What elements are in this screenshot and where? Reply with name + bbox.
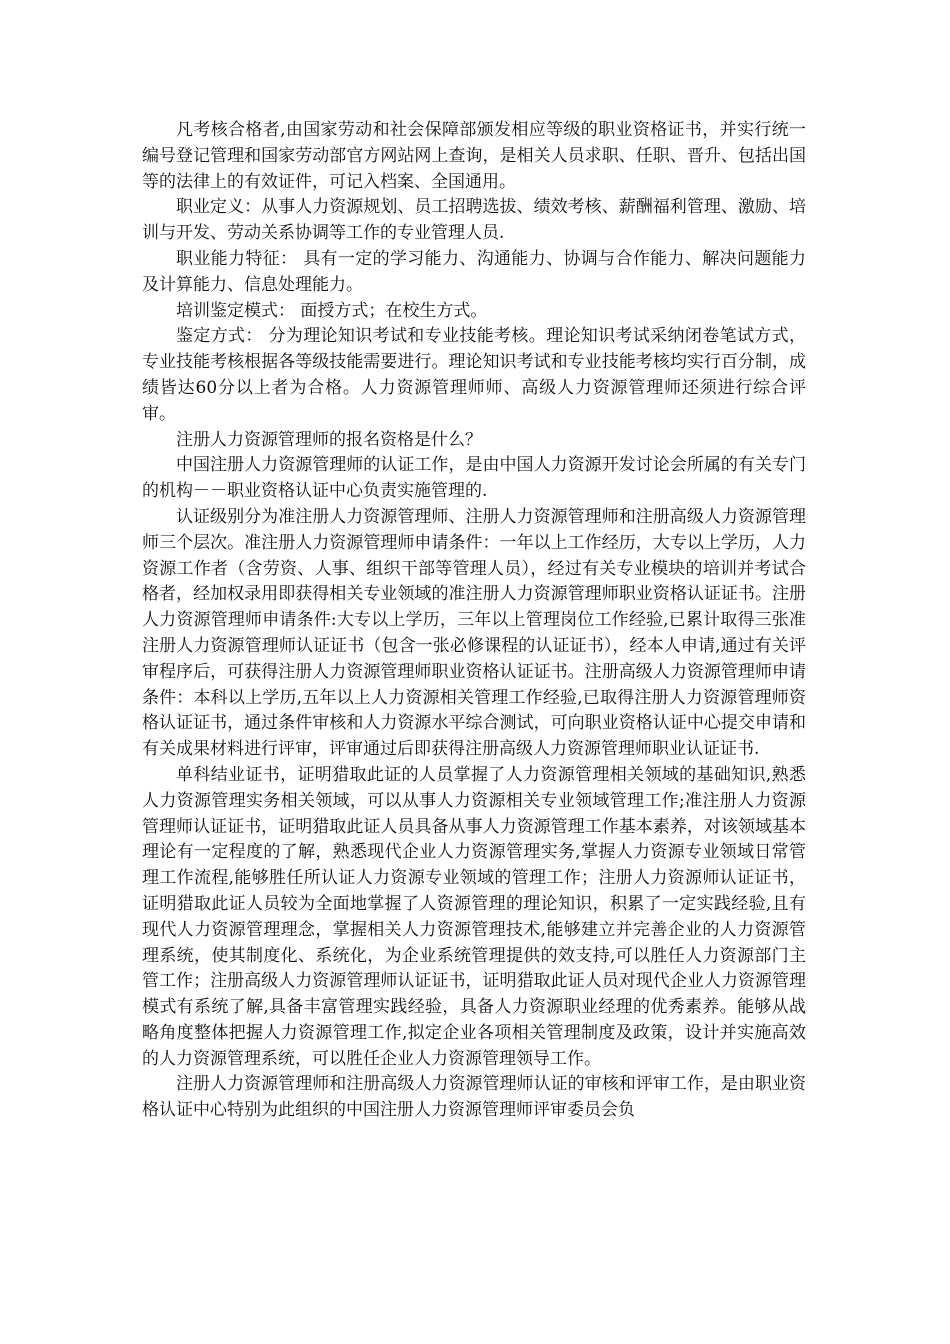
paragraph-exam-certificate: 凡考核合格者,由国家劳动和社会保障部颁发相应等级的职业资格证书，并实行统一编号登记管理和国家劳动部官方网站网上查询，是相关人员求职、任职、晋升、包括出国等的法律上的有效证件，可记入档案、全国通用。 [142,120,806,192]
paragraph-certification-body: 中国注册人力资源管理师的认证工作，是由中国人力资源开发讨论会所属的有关专门的机构－－职业资格认证中心负责实施管理的. [142,455,806,502]
document-body [142,118,806,1124]
paragraph-training-mode: 培训鉴定模式： 面授方式；在校生方式。 [176,300,488,321]
paragraph-certification-levels: 认证级别分为准注册人力资源管理师、注册人力资源管理师和注册高级人力资源管理师三个层次。准注册人力资源管理师申请条件：一年以上工作经历，大专以上学历，人力资源工作者（含劳资、人事、组织干部等管理人员），经过有关专业模块的培训并考试合格者，经加权录用即获得相关专业领域的准注册人力资源管理师职业资格认证证书。注册人力资源管理师申请条件:大专以上学历，三年以上管理岗位工作经验,已累计取得三张准注册人力资源管理师认证证书（包含一张必修课程的认证证书），经本人申请,通过有关评审程序后，可获得注册人力资源管理师职业资格认证证书。注册高级人力资源管理师申请条件：本科以上学历,五年以上人力资源相关管理工作经验,已取得注册人力资源管理师资格认证证书，通过条件审核和人力资源水平综合测试，可向职业资格认证中心提交申请和有关成果材料进行评审，评审通过后即获得注册高级人力资源管理师职业认证证书. [142,506,806,760]
paragraph-registration-question: 注册人力资源管理师的报名资格是什么？ [176,429,482,450]
paragraph-review-committee: 注册人力资源管理师和注册高级人力资源管理师认证的审核和评审工作，是由职业资格认证中心特别为此组织的中国注册人力资源管理师评审委员会负 [142,1074,806,1121]
paragraph-ability-features: 职业能力特征： 具有一定的学习能力、沟通能力、协调与合作能力、解决问题能力及计算能力、信息处理能力。 [142,248,806,295]
paragraph-occupation-definition: 职业定义：从事人力资源规划、员工招聘选拔、绩效考核、薪酬福利管理、激励、培训与开发、劳动关系协调等工作的专业管理人员. [142,197,806,244]
paragraph-assessment-method: 鉴定方式： 分为理论知识考试和专业技能考核。理论知识考试采纳闭卷笔试方式，专业技能考核根据各等级技能需要进行。理论知识考试和专业技能考核均实行百分制，成绩皆达60分以上者为合格。人力资源管理师师、高级人力资源管理师还须进行综合评审。 [142,326,806,424]
paragraph-certificate-meaning: 单科结业证书，证明猎取此证的人员掌握了人力资源管理相关领域的基础知识,熟悉人力资源管理实务相关领域，可以从事人力资源相关专业领域管理工作;准注册人力资源管理师认证证书，证明猎取此证人员具备从事人力资源管理工作基本素养，对该领域基本理论有一定程度的了解，熟悉现代企业人力资源管理实务,掌握人力资源专业领域日常管理工作流程,能够胜任所认证人力资源专业领域的管理工作；注册人力资源师认证证书，证明猎取此证人员较为全面地掌握了人资源管理的理论知识，积累了一定实践经验,且有现代人力资源管理理念，掌握相关人力资源管理技术,能够建立并完善企业的人力资源管理系统，使其制度化、系统化，为企业系统管理提供的效支持,可以胜任人力资源部门主管工作；注册高级人力资源管理师认证证书，证明猎取此证人员对现代企业人力资源管理模式有系统了解,具备丰富管理实践经验，具备人力资源职业经理的优秀素养。能够从战略角度整体把握人力资源管理工作,拟定企业各项相关管理制度及政策，设计并实施高效的人力资源管理系统，可以胜任企业人力资源管理领导工作。 [142,764,806,1069]
